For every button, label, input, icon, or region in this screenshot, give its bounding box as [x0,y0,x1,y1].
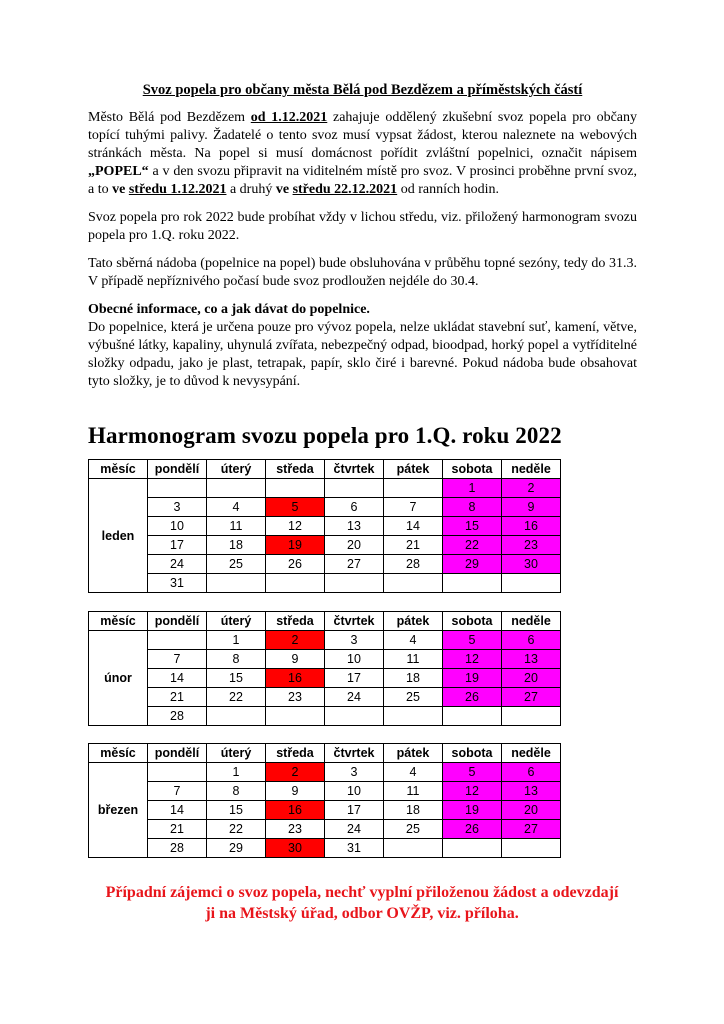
column-header: sobota [443,460,502,479]
day-cell: 13 [502,650,561,669]
day-cell: 22 [207,820,266,839]
schedule-table-leden [88,459,561,593]
day-cell: 18 [384,669,443,688]
schedule-title: Harmonogram svozu popela pro 1.Q. roku 2022 [88,423,562,448]
header-row [89,612,561,631]
intro-text-g: a druhý [226,182,276,197]
day-cell: 26 [443,820,502,839]
column-header: úterý [207,744,266,763]
day-cell: 24 [148,555,207,574]
header-row [89,744,561,763]
week-row [89,498,561,517]
day-cell: 11 [384,650,443,669]
day-cell: 9 [266,782,325,801]
column-header: sobota [443,744,502,763]
second-date-prefix: ve [275,182,293,197]
day-cell: 25 [384,688,443,707]
day-cell: 24 [325,688,384,707]
day-cell: 30 [266,839,325,858]
day-cell: 28 [148,707,207,726]
column-header: pondělí [148,612,207,631]
column-header: pondělí [148,744,207,763]
day-cell: 5 [443,763,502,782]
day-cell [266,707,325,726]
day-cell: 6 [502,763,561,782]
week-row [89,536,561,555]
day-cell: 3 [148,498,207,517]
day-cell: 10 [325,782,384,801]
day-cell: 16 [502,517,561,536]
day-cell: 16 [266,801,325,820]
schedule-paragraph: Svoz popela pro rok 2022 bude probíhat vždy v lichou středu, viz. přiložený harmonogram svozu popela pro 1.Q. roku 2022. [88,210,637,243]
day-cell: 9 [266,650,325,669]
day-cell: 22 [207,688,266,707]
column-header: středa [266,460,325,479]
day-cell: 21 [384,536,443,555]
week-row [89,839,561,858]
week-row [89,555,561,574]
day-cell: 23 [266,688,325,707]
day-cell: 1 [207,631,266,650]
day-cell: 11 [384,782,443,801]
day-cell [207,707,266,726]
day-cell: 22 [443,536,502,555]
column-header: neděle [502,744,561,763]
week-row [89,707,561,726]
day-cell [266,574,325,593]
day-cell: 17 [148,536,207,555]
day-cell: 14 [148,669,207,688]
day-cell: 19 [443,801,502,820]
day-cell: 17 [325,669,384,688]
month-name: leden [89,479,148,593]
week-row [89,763,561,782]
day-cell [148,763,207,782]
day-cell: 6 [325,498,384,517]
day-cell: 19 [443,669,502,688]
day-cell: 4 [384,631,443,650]
column-header: měsíc [89,744,148,763]
column-header: úterý [207,612,266,631]
day-cell: 21 [148,820,207,839]
day-cell: 3 [325,763,384,782]
column-header: měsíc [89,612,148,631]
week-row [89,688,561,707]
document-title: Svoz popela pro občany města Bělá pod Bezdězem a příměstských částí [142,82,583,98]
week-row [89,820,561,839]
season-paragraph: Tato sběrná nádoba (popelnice na popel) bude obsluhována v průběhu topné sezóny, tedy do 31.3. V případě nepříznivého počasí bude svoz prodloužen nejdéle do 30.4. [88,256,637,289]
day-cell: 18 [207,536,266,555]
day-cell: 2 [502,479,561,498]
day-cell: 8 [207,782,266,801]
day-cell: 27 [325,555,384,574]
day-cell: 10 [325,650,384,669]
column-header: čtvrtek [325,460,384,479]
day-cell: 7 [148,782,207,801]
week-row [89,574,561,593]
day-cell [325,574,384,593]
footer-line-1: Případní zájemci o svoz popela, nechť vyplní přiloženou žádost a odevzdají [105,884,619,901]
day-cell: 25 [207,555,266,574]
column-header: pátek [384,460,443,479]
day-cell: 1 [443,479,502,498]
day-cell [443,839,502,858]
day-cell: 29 [207,839,266,858]
week-row [89,650,561,669]
day-cell [384,479,443,498]
day-cell: 13 [325,517,384,536]
day-cell: 2 [266,763,325,782]
footer-notice [60,882,664,924]
day-cell: 8 [443,498,502,517]
column-header: neděle [502,460,561,479]
week-row [89,479,561,498]
day-cell: 25 [384,820,443,839]
day-cell: 10 [148,517,207,536]
day-cell: 19 [266,536,325,555]
day-cell: 7 [148,650,207,669]
day-cell: 4 [384,763,443,782]
info-heading: Obecné informace, co a jak dávat do popelnice. [88,302,370,317]
column-header: středa [266,612,325,631]
day-cell: 12 [266,517,325,536]
day-cell [148,479,207,498]
day-cell [443,574,502,593]
start-date: od 1.12.2021 [250,110,328,125]
day-cell [325,707,384,726]
day-cell: 15 [207,669,266,688]
day-cell [266,479,325,498]
day-cell: 5 [443,631,502,650]
column-header: pondělí [148,460,207,479]
column-header: čtvrtek [325,612,384,631]
day-cell: 26 [443,688,502,707]
day-cell: 23 [266,820,325,839]
week-row [89,801,561,820]
day-cell: 21 [148,688,207,707]
day-cell [384,707,443,726]
day-cell: 23 [502,536,561,555]
intro-paragraph [88,109,637,199]
day-cell [384,574,443,593]
day-cell: 8 [207,650,266,669]
column-header: pátek [384,744,443,763]
day-cell: 12 [443,650,502,669]
second-collection-date: středu 22.12.2021 [292,182,398,197]
week-row [89,782,561,801]
day-cell [502,574,561,593]
column-header: sobota [443,612,502,631]
day-cell: 1 [207,763,266,782]
day-cell: 7 [384,498,443,517]
day-cell: 26 [266,555,325,574]
day-cell: 30 [502,555,561,574]
day-cell: 5 [266,498,325,517]
day-cell: 3 [325,631,384,650]
schedule-table-brezen [88,743,561,858]
day-cell: 31 [148,574,207,593]
column-header: neděle [502,612,561,631]
day-cell: 28 [148,839,207,858]
day-cell [502,707,561,726]
day-cell: 14 [148,801,207,820]
day-cell: 20 [325,536,384,555]
day-cell: 31 [325,839,384,858]
document-body [88,82,637,391]
day-cell: 11 [207,517,266,536]
day-cell: 12 [443,782,502,801]
day-cell: 27 [502,820,561,839]
schedule-table-unor [88,611,561,726]
day-cell: 15 [207,801,266,820]
day-cell [502,839,561,858]
day-cell: 24 [325,820,384,839]
intro-text-i: od ranních hodin. [397,182,500,197]
column-header: úterý [207,460,266,479]
day-cell [207,574,266,593]
intro-text-e: a v den svozu připravit na viditelném místě pro svoz. V prosinci proběhne první svoz, a to [88,164,637,197]
day-cell [443,707,502,726]
day-cell: 6 [502,631,561,650]
column-header: měsíc [89,460,148,479]
day-cell: 29 [443,555,502,574]
week-row [89,631,561,650]
day-cell: 2 [266,631,325,650]
week-row [89,669,561,688]
day-cell: 15 [443,517,502,536]
day-cell [207,479,266,498]
day-cell: 20 [502,801,561,820]
first-date-prefix: ve [112,182,129,197]
day-cell: 27 [502,688,561,707]
intro-text-c: zahajuje oddělený zkušební svoz popela pro občany topící tuhými palivy. Žadatelé o tento svoz musí vypsat žádost, kterou naleznete na webových stránkách města. Na popel si musí domácnost pořídit zvláštní popelnici, označit nápisem [88,110,637,161]
day-cell: 28 [384,555,443,574]
month-name: únor [89,631,148,726]
day-cell [384,839,443,858]
day-cell: 13 [502,782,561,801]
day-cell: 9 [502,498,561,517]
day-cell: 16 [266,669,325,688]
first-collection-date: středu 1.12.2021 [128,182,227,197]
column-header: pátek [384,612,443,631]
week-row [89,517,561,536]
day-cell: 18 [384,801,443,820]
column-header: čtvrtek [325,744,384,763]
day-cell: 17 [325,801,384,820]
footer-line-2: ji na Městský úřad, odbor OVŽP, viz. příloha. [205,905,519,922]
month-name: březen [89,763,148,858]
header-row [89,460,561,479]
column-header: středa [266,744,325,763]
day-cell: 4 [207,498,266,517]
popel-label: „POPEL“ [88,164,149,179]
intro-text-a: Město Bělá pod Bezdězem [88,110,251,125]
day-cell [325,479,384,498]
day-cell [148,631,207,650]
info-paragraph: Do popelnice, která je určena pouze pro vývoz popela, nelze ukládat stavební suť, kamení, větve, výbušné látky, kapaliny, uhynulá zvířata, nebezpečný odpad, bioodpad, horký popel a vytříditelné složky odpadu, jako je plast, tetrapak, papír, sklo čiré i barevné. Pokud nádoba bude obsahovat tyto složky, je to důvod k nevysypání. [88,320,637,389]
day-cell: 14 [384,517,443,536]
day-cell: 20 [502,669,561,688]
